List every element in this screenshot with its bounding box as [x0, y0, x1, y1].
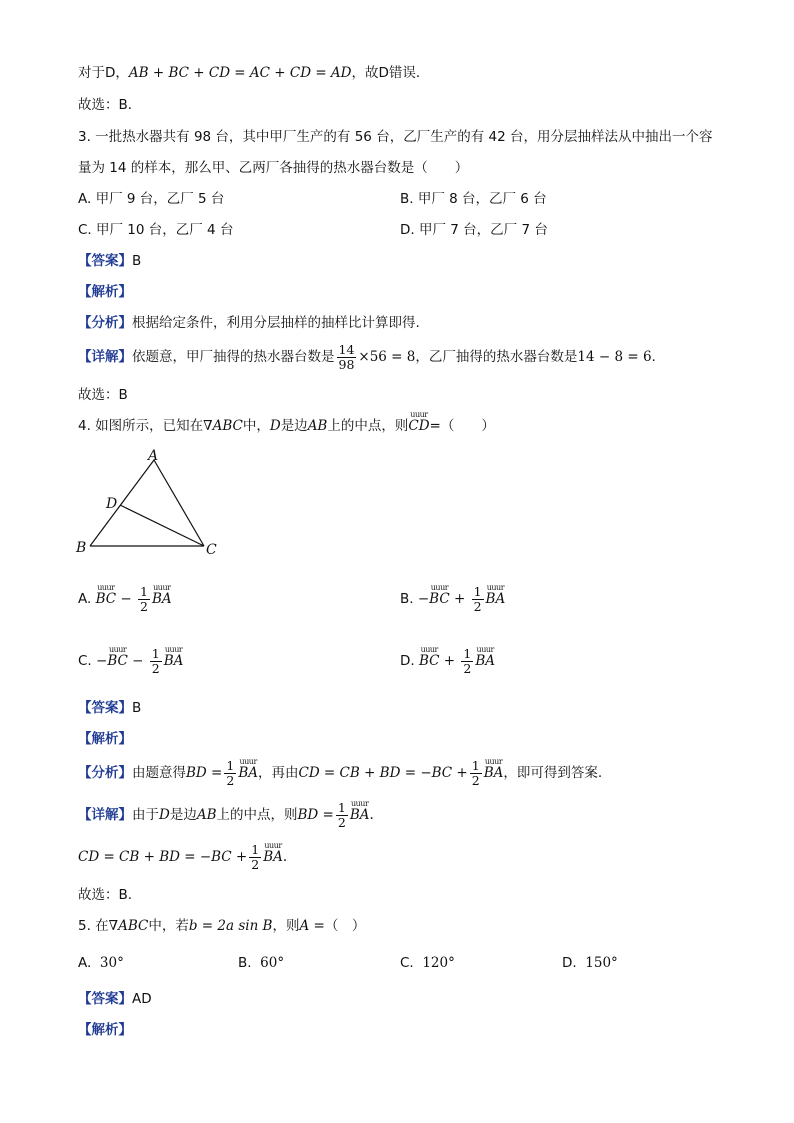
numerator: 1 — [151, 645, 160, 661]
q4-stem-mid2: 是边 — [280, 418, 308, 434]
fraction — [470, 759, 482, 788]
side-ac — [154, 460, 204, 546]
side-ab — [90, 460, 154, 546]
option-letter: A. — [78, 591, 92, 607]
q3-stem-line2: 量为 14 的样本，那么甲、乙两厂各抽得的热水器台数是（ ） — [78, 160, 469, 176]
q4-point-d: D — [159, 807, 170, 823]
q4-stem — [78, 417, 495, 435]
q3-xiangjie-end: . — [651, 349, 656, 365]
xiangjie-tag: 【详解】 — [78, 807, 132, 823]
q3-analysis-tag: 【解析】 — [78, 284, 132, 300]
q4-option-c — [78, 646, 183, 676]
fraction — [224, 759, 236, 788]
option-value: 150° — [585, 955, 618, 971]
option-letter: C. — [400, 955, 414, 971]
q4-option-a — [78, 584, 172, 614]
q5-option-c — [400, 954, 455, 972]
numerator: 1 — [473, 583, 482, 599]
q3-fenxi-line — [78, 314, 420, 332]
q4-choice: 故选：B. — [78, 887, 133, 903]
q4-xiangjie-pre: 由于 — [132, 807, 159, 823]
vector-bc: uuur BC — [419, 646, 440, 676]
q3-option-c: C. 甲厂 10 台，乙厂 4 台 — [78, 222, 234, 238]
lead-sign: − — [96, 653, 108, 669]
q5-answer: AD — [132, 991, 152, 1007]
q3-fraction-numerator: 14 — [338, 341, 355, 357]
q5-analysis-tag: 【解析】 — [78, 1022, 132, 1038]
q5-condition: b = 2a sin B — [188, 918, 273, 934]
denominator: 2 — [463, 660, 472, 676]
answer-tag: 【答案】 — [78, 991, 132, 1007]
q3-option-a: A. 甲厂 9 台，乙厂 5 台 — [78, 191, 225, 207]
vertex-label-b: B — [76, 540, 87, 556]
vector-ba: uuur BA — [152, 584, 172, 614]
vector-bc: uuur BC — [96, 584, 117, 614]
q4-option-b — [400, 584, 505, 614]
q4-triangle: ∇ABC — [203, 418, 243, 434]
q4-xiangjie-mid: 是边 — [169, 807, 197, 823]
fraction — [249, 843, 261, 872]
q4-segment-ab: AB — [196, 807, 217, 823]
q4-xiangjie-line: 【详解】由于D是边AB上的中点，则BD = $\frac{1}{2}$ uuur BA. — [78, 798, 374, 832]
q4-fenxi-end: ，即可得到答案. — [503, 765, 603, 781]
vector-ba: uuur BA — [350, 798, 370, 832]
denominator: 2 — [251, 856, 260, 872]
fraction — [472, 585, 484, 614]
option-letter: C. — [78, 653, 92, 669]
vector-bc: uuur BC — [429, 584, 450, 614]
q4-analysis-tag: 【解析】 — [78, 731, 132, 747]
denominator: 2 — [337, 814, 346, 830]
q3-xiangjie-mid: ，乙厂抽得的热水器台数是 — [415, 349, 578, 365]
vector-ba: uuur BA — [164, 646, 184, 676]
sign: − — [120, 591, 132, 607]
q4-stem-end: =（ ） — [429, 418, 495, 434]
lead-sign: − — [417, 591, 430, 607]
q2-conclusion-line — [78, 64, 429, 82]
fraction — [138, 585, 150, 614]
numerator: 1 — [471, 757, 480, 773]
answer-tag: 【答案】 — [78, 253, 132, 269]
vector-ba: uuur BA — [484, 756, 504, 790]
option-letter: D. — [562, 955, 577, 971]
q5-stem — [78, 917, 365, 935]
numerator: 1 — [251, 841, 260, 857]
q5-answer-line — [78, 990, 152, 1008]
q4-stem-mid: 中， — [242, 418, 270, 434]
denominator: 2 — [471, 772, 480, 788]
q5-option-b — [238, 954, 284, 972]
vector-ba: uuur BA — [475, 646, 495, 676]
q3-calc1: ×56 = 8 — [358, 349, 416, 365]
q4-point-d: D — [269, 418, 281, 434]
option-value: 60° — [260, 955, 285, 971]
q3-answer-line — [78, 252, 141, 270]
q4-fenxi-line — [78, 756, 602, 790]
q4-derivation: CD = CB + BD = −BC + — [78, 849, 248, 865]
q2-choice: 故选：B． — [78, 97, 142, 113]
q4-fenxi-pre: 由题意得 — [132, 765, 186, 781]
denominator: 2 — [226, 772, 235, 788]
vector-ba: uuur BA — [486, 584, 506, 614]
vertex-label-a: A — [148, 448, 159, 464]
q4-fenxi-mid: ，再由 — [257, 765, 299, 781]
q3-option-d: D. 甲厂 7 台，乙厂 7 台 — [400, 222, 548, 238]
q3-xiangjie-line — [78, 340, 656, 374]
q4-option-d — [400, 646, 495, 676]
q3-calc2: 14 − 8 = 6 — [577, 349, 652, 365]
sign: + — [453, 591, 466, 607]
q2-suffix: ，故D错误． — [351, 65, 430, 81]
vector-ba: uuur BA — [238, 756, 258, 790]
q4-derivation-line: CD = CB + BD = −BC + $\frac{1}{2}$ uuur BA. — [78, 840, 287, 874]
fraction — [150, 647, 162, 676]
q4-target-vector: uuur CD — [408, 417, 429, 435]
vertex-label-c: C — [206, 542, 217, 558]
q5-stem-end: （ ） — [324, 918, 366, 934]
sign: − — [132, 653, 144, 669]
answer-tag: 【答案】 — [78, 700, 132, 716]
numerator: 1 — [337, 799, 346, 815]
option-letter: B. — [400, 591, 414, 607]
q4-fenxi-eq2: CD = CB + BD = −BC + — [298, 765, 468, 781]
q5-triangle: ∇ABC — [108, 918, 149, 934]
q4-answer: B — [132, 700, 142, 716]
q5-stem-mid2: ，则 — [272, 918, 300, 934]
fenxi-tag: 【分析】 — [78, 315, 132, 331]
q5-stem-pre: 5. 在 — [78, 918, 109, 934]
q5-option-a — [78, 954, 124, 972]
denominator: 2 — [151, 660, 160, 676]
xiangjie-tag: 【详解】 — [78, 349, 132, 365]
vector-ba: uuur BA — [263, 840, 283, 874]
option-letter: B. — [238, 955, 252, 971]
fraction — [461, 647, 473, 676]
q3-option-b: B. 甲厂 8 台，乙厂 6 台 — [400, 191, 547, 207]
denominator: 2 — [140, 598, 148, 614]
point-label-d: D — [106, 496, 118, 512]
q4-xiangjie-eq: BD = — [297, 807, 334, 823]
q3-stem-line1: 3. 一批热水器共有 98 台，其中甲厂生产的有 56 台，乙厂生产的有 42 台，用分层抽样法从中抽出一个容 — [78, 129, 713, 145]
q4-xiangjie-mid2: 上的中点，则 — [216, 807, 298, 823]
q3-fenxi: 根据给定条件，利用分层抽样的抽样比计算即得. — [132, 315, 420, 331]
q4-triangle-figure — [72, 448, 232, 558]
q2-vector-expression: AB + BC + CD = AC + CD = AD — [128, 65, 352, 81]
option-letter: A. — [78, 955, 92, 971]
option-value: 30° — [99, 955, 124, 971]
q3-xiangjie-pre: 依题意，甲厂抽得的热水器台数是 — [132, 349, 335, 365]
q5-stem-mid: 中，若 — [148, 918, 189, 934]
q3-choice: 故选：B — [78, 387, 128, 403]
q3-fraction — [337, 343, 357, 372]
q3-answer: B — [132, 253, 142, 269]
sign: + — [443, 653, 456, 669]
q4-stem-mid3: 上的中点，则 — [327, 418, 409, 434]
denominator: 2 — [473, 598, 482, 614]
q2-prefix: 对于D， — [78, 65, 129, 81]
numerator: 1 — [463, 645, 472, 661]
q5-target: A = — [299, 918, 325, 934]
fenxi-tag: 【分析】 — [78, 765, 132, 781]
q3-fraction-denominator: 98 — [338, 356, 355, 372]
q4-segment-ab: AB — [307, 418, 328, 434]
q4-fenxi-eq1: BD = — [186, 765, 223, 781]
q5-option-d — [562, 954, 618, 972]
option-value: 120° — [422, 955, 455, 971]
q4-answer-line — [78, 699, 141, 717]
option-letter: D. — [400, 653, 415, 669]
numerator: 1 — [140, 583, 148, 599]
q4-stem-pre: 4. 如图所示，已知在 — [78, 418, 204, 434]
fraction — [336, 801, 348, 830]
vector-bc: uuur BC — [107, 646, 128, 676]
numerator: 1 — [226, 757, 235, 773]
